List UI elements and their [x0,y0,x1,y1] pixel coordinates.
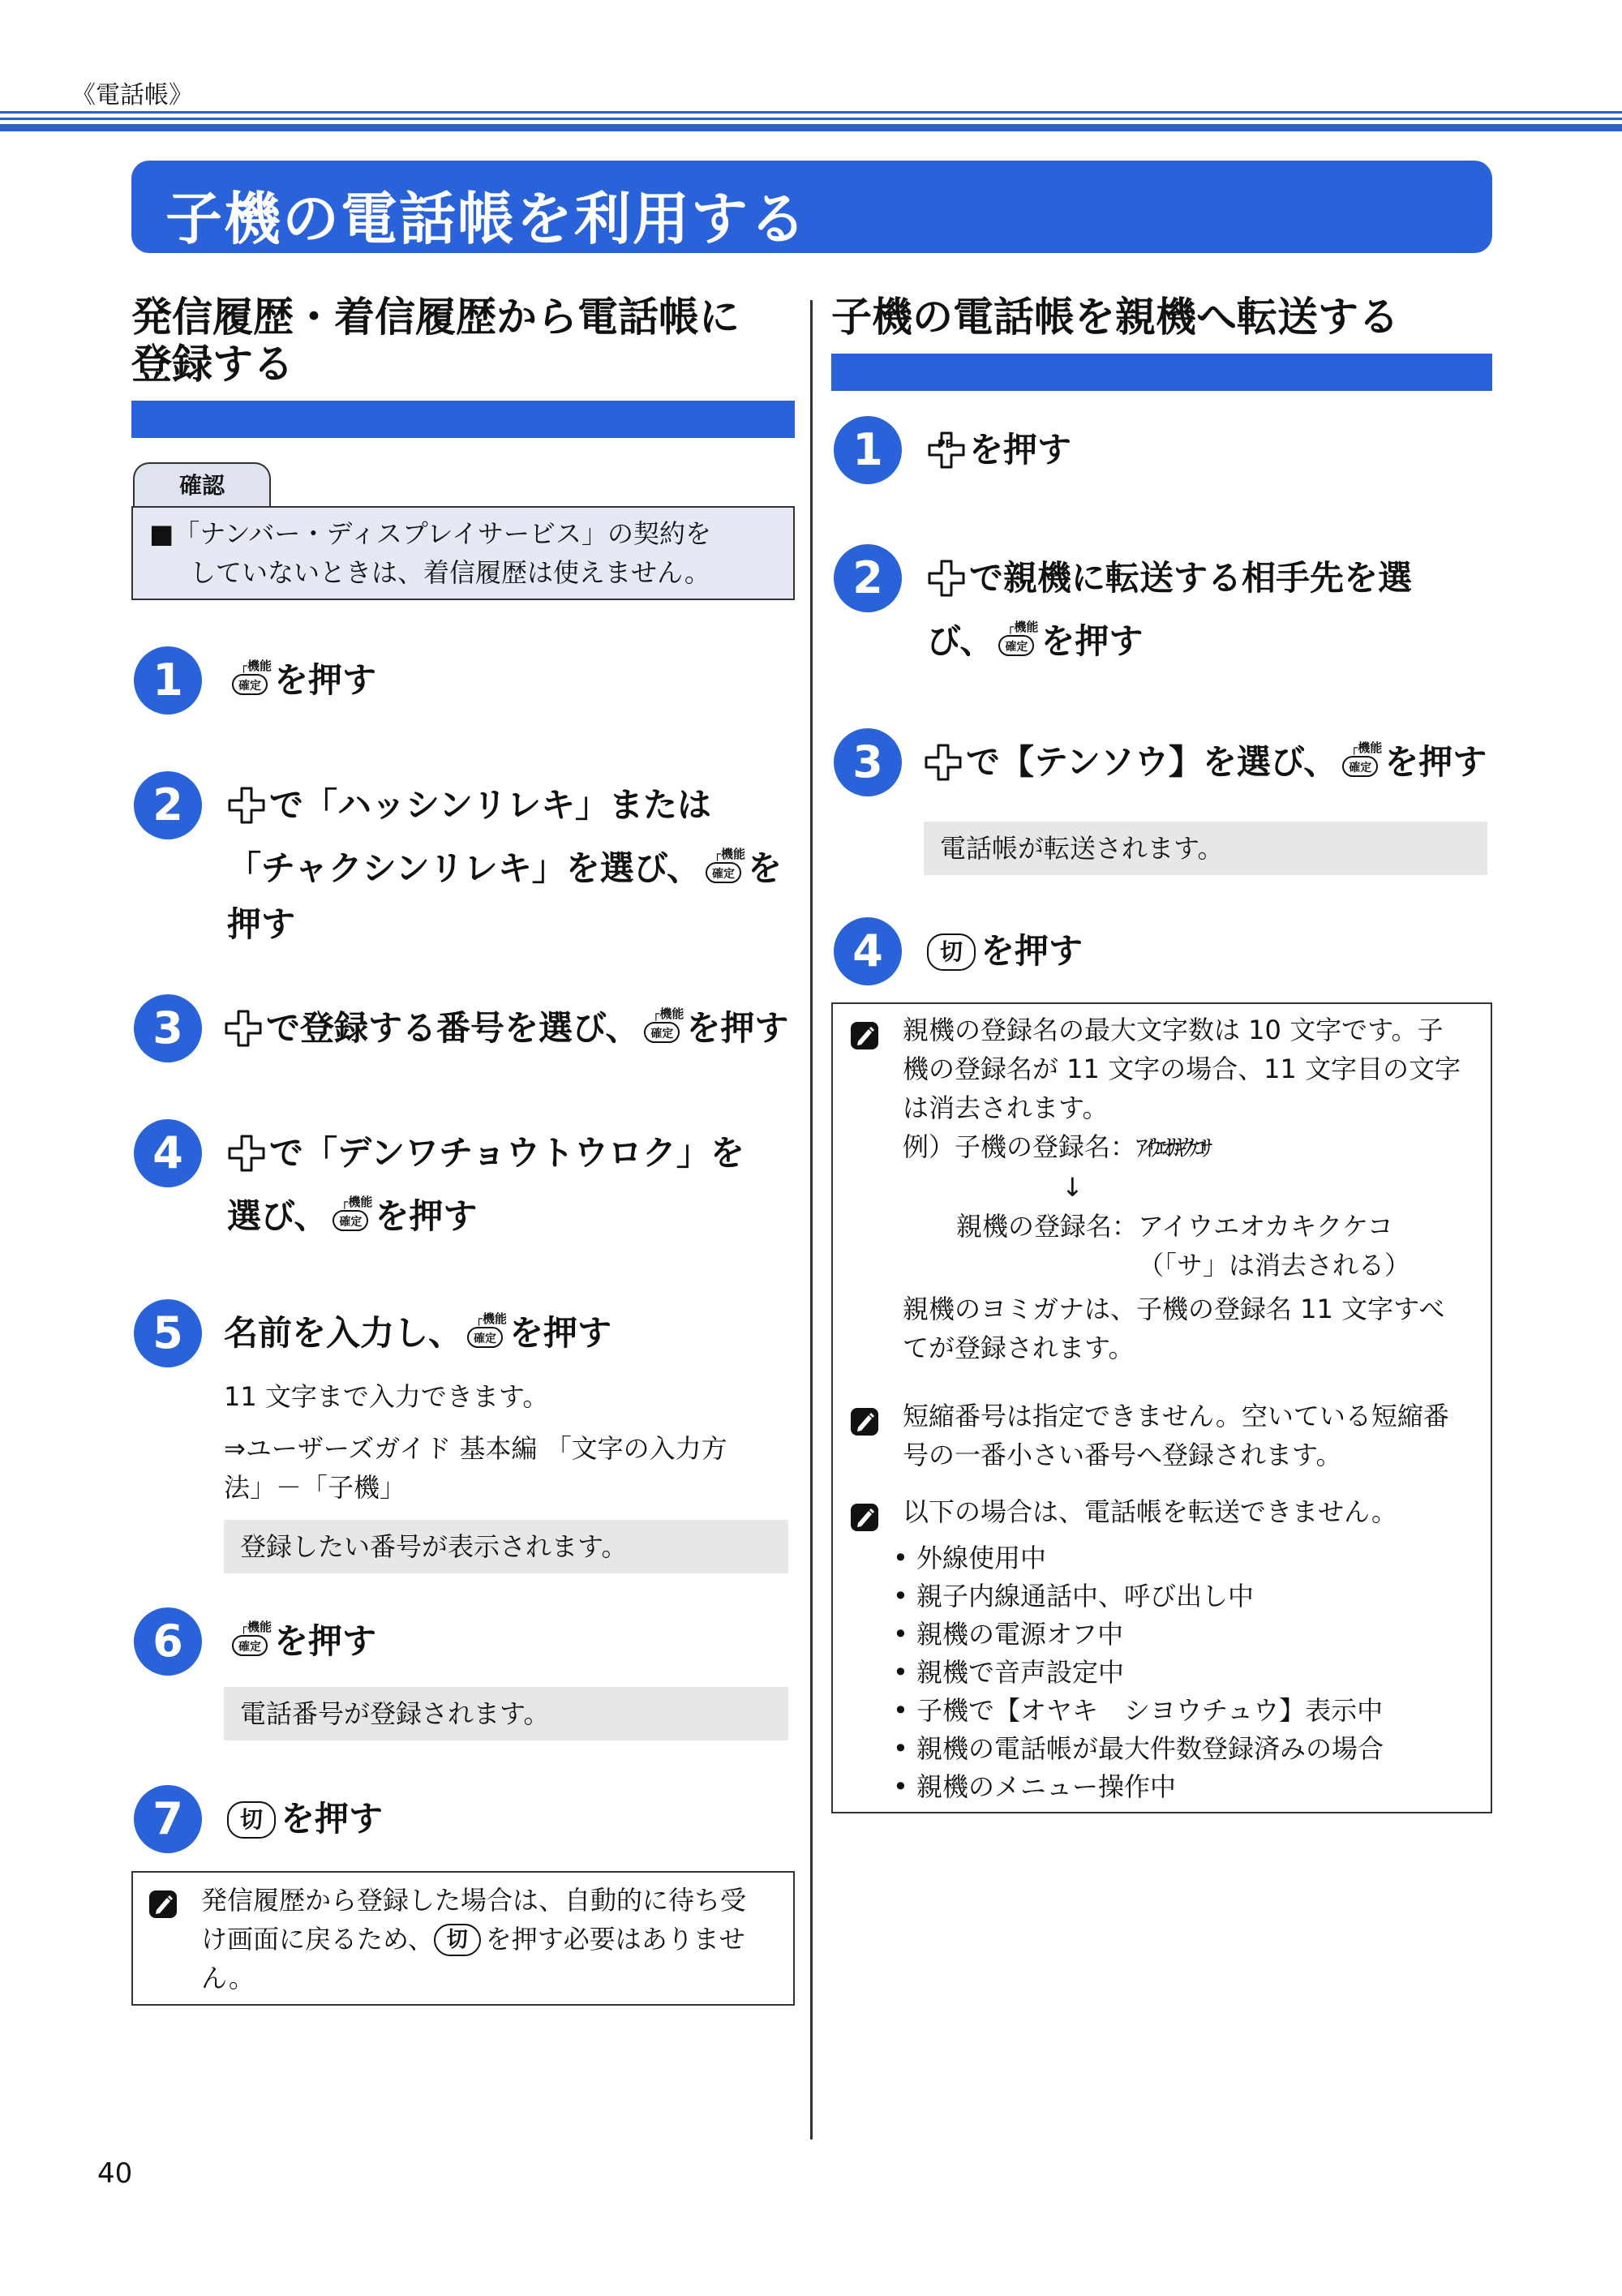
header-rule-thin-2 [0,118,1622,120]
note-line: 発信履歴から登録した場合は、自動的に待ち受 [201,1885,747,1916]
body-line: ⇒ユーザーズガイド 基本編 「文字の入力方 [224,1433,727,1464]
kakutei-label: 確定 [644,1022,680,1043]
kinou-label: ┌機能 [475,1311,508,1326]
confirm-tab: 確認 [133,462,271,508]
list-item: • 子機で【オヤキ シヨウチュウ】表示中 [893,1692,1384,1730]
step-text: を押す [686,1008,789,1048]
kakutei-label: 確定 [998,635,1034,656]
dpad-icon [924,739,963,778]
kakutei-key-icon [1341,740,1383,780]
left-step-5-body [224,1377,727,1507]
left-section-title [131,294,740,388]
exceptions-list [893,1539,1384,1806]
title-banner [131,161,1492,253]
list-item: • 親子内線通話中、呼び出し中 [893,1577,1384,1616]
step-text: び、 [927,621,994,661]
left-note-box [131,1871,795,2006]
left-step-7-text [227,1787,383,1851]
step-text: を押す [1041,621,1144,661]
left-section-title-line1: 発信履歴・着信履歴から電話帳に [131,294,740,341]
step-text: を押す [509,1313,612,1353]
list-item: • 親機の電源オフ中 [893,1616,1384,1654]
step-text: を [748,848,783,888]
right-section-bar [831,354,1492,391]
memo-icon [851,1022,878,1049]
note-line: は消去されます。 [903,1092,1109,1123]
list-item: • 親機のメニュー操作中 [893,1768,1384,1806]
kakutei-label: 確定 [333,1210,368,1231]
note-line: け画面に戻るため、 [201,1924,434,1955]
right-step-number-1: 1 [834,416,902,484]
left-step-5-text [224,1302,611,1365]
kakutei-key-icon [331,1197,371,1234]
step-text: で親機に転送する相手先を選 [969,558,1413,598]
example-note: （「サ」は消去される） [1138,1250,1411,1281]
step-text: で登録する番号を選び、 [266,1008,640,1048]
memo-icon [851,1504,878,1531]
kakutei-label: 確定 [1342,756,1378,777]
kakutei-label: 確定 [467,1327,503,1348]
right-step-number-2: 2 [834,544,902,612]
note-line: ん。 [201,1963,255,1993]
right-step-1-text [927,418,1071,482]
dpad-icon [224,1005,263,1044]
step-text: 「チャクシンリレキ」を選び、 [227,848,702,888]
dpad-pb-icon [927,427,966,466]
left-note-text [201,1881,746,1998]
result-box: 登録したい番号が表示されます。 [224,1520,788,1573]
note-line: 号の一番小さい番号へ登録されます。 [903,1440,1342,1470]
kakutei-key-icon [642,1006,684,1046]
step-number-4: 4 [134,1119,202,1187]
header-rule-thin [0,111,1622,114]
kinou-label: ┌機能 [652,1006,684,1021]
example-parent-name: アイウエオカキクケコ [1138,1211,1393,1242]
kinou-label: ┌機能 [1350,740,1383,755]
step-text: で「ハッシンリレキ」または [269,785,711,825]
list-item: • 親機の電話帳が最大件数登録済みの場合 [893,1730,1384,1768]
kakutei-key-icon [704,849,744,886]
page-title: 子機の電話帳を利用する [165,186,808,252]
step-number-6: 6 [134,1607,202,1676]
step-text: を押す [274,1621,377,1661]
kinou-label: ┌機能 [1006,620,1039,634]
right-step-4-text [927,920,1083,983]
right-step-number-3: 3 [834,728,902,796]
step-number-7: 7 [134,1785,202,1853]
note-line: 親機の登録名の最大文字数は 10 文字です。子 [903,1015,1444,1045]
example-child-name: ｱｲｳｴｵｶｷｸｹｺｻ [1136,1135,1208,1161]
right-section-title: 子機の電話帳を親機へ転送する [831,294,1399,341]
kakutei-key-icon [466,1311,508,1351]
note-line: 機の登録名が 11 文字の場合、11 文字目の文字 [903,1054,1461,1084]
left-step-1-text [227,649,376,712]
step-text: を押す [1384,742,1487,782]
note-line: 親機のヨミガナは、子機の登録名 11 文字すべ [903,1294,1445,1324]
body-line: 11 文字まで入力できます。 [224,1381,549,1412]
kakutei-key-icon [230,661,271,698]
step-text: で【テンソウ】を選び、 [966,742,1338,782]
step-text: 押す [227,904,296,944]
header-label: 《電話帳》 [71,81,193,109]
step-number-1: 1 [134,646,202,715]
dpad-icon [227,782,266,821]
example-parent-label: 親機の登録名： [956,1211,1139,1242]
kakutei-label: 確定 [232,1635,268,1656]
confirm-line1: ■「ナンバー・ディスプレイサービス」の契約を [149,518,711,549]
list-item: • 親機で音声設定中 [893,1654,1384,1692]
note-line: 短縮番号は指定できません。空いている短縮番 [903,1401,1449,1431]
kinou-label: ┌機能 [240,659,272,673]
left-step-4-text [227,1122,744,1248]
confirm-line2: していないときは、着信履歴は使えません。 [190,557,710,588]
step-text: を押す [980,931,1083,971]
column-divider [810,300,813,2139]
result-box: 電話番号が登録されます。 [224,1687,788,1740]
kakutei-label: 確定 [232,674,268,695]
body-line: 法」－「子機」 [224,1472,406,1503]
kakutei-key-icon [230,1622,271,1659]
step-text: を押す [281,1799,384,1839]
left-step-6-text [227,1610,376,1673]
confirm-box [131,506,795,600]
right-note-box [831,1002,1492,1813]
pb-label: PB [938,439,954,451]
kakutei-label: 確定 [706,862,741,883]
kinou-label: ┌機能 [341,1195,373,1209]
memo-icon [851,1408,878,1436]
kinou-label: ┌機能 [240,1620,272,1634]
list-item: • 外線使用中 [893,1539,1384,1577]
left-step-2-text [227,774,782,949]
step-text: を押す [274,660,377,700]
note-line: を押す必要はありませ [485,1924,745,1955]
dpad-icon [227,1130,266,1169]
down-arrow-icon: ↓ [1062,1172,1083,1203]
step-text: を押す [375,1196,478,1236]
example-label: 例）子機の登録名： [903,1131,1137,1162]
left-section-bar [131,401,795,438]
step-text: で「デンワチョウトウロク」を [269,1133,744,1173]
note-line: てが登録されます。 [903,1333,1135,1363]
right-note-2 [903,1397,1449,1474]
result-box: 電話帳が転送されます。 [924,822,1487,875]
step-number-5: 5 [134,1299,202,1367]
step-number-2: 2 [134,771,202,839]
kiri-key-icon: 切 [927,933,976,971]
right-step-number-4: 4 [834,917,902,985]
kinou-label: ┌機能 [714,847,746,861]
right-step-3-text [924,731,1487,794]
step-text: 名前を入力し、 [224,1313,463,1353]
left-section-title-line2: 登録する [131,341,294,388]
header-rule-thick [0,124,1622,131]
right-note-1 [903,1011,1461,1367]
step-text: 選び、 [227,1196,328,1236]
step-text: を押す [969,430,1072,470]
kiri-key-icon: 切 [434,1924,481,1956]
right-step-2-text [927,547,1412,673]
memo-icon [149,1890,177,1918]
step-number-3: 3 [134,994,202,1062]
kakutei-key-icon [997,622,1037,659]
kiri-key-icon: 切 [227,1801,276,1839]
right-note-3: 以下の場合は、電話帳を転送できません。 [903,1496,1397,1527]
dpad-icon [927,555,966,594]
page-number: 40 [97,2157,133,2190]
left-step-3-text [224,997,788,1060]
